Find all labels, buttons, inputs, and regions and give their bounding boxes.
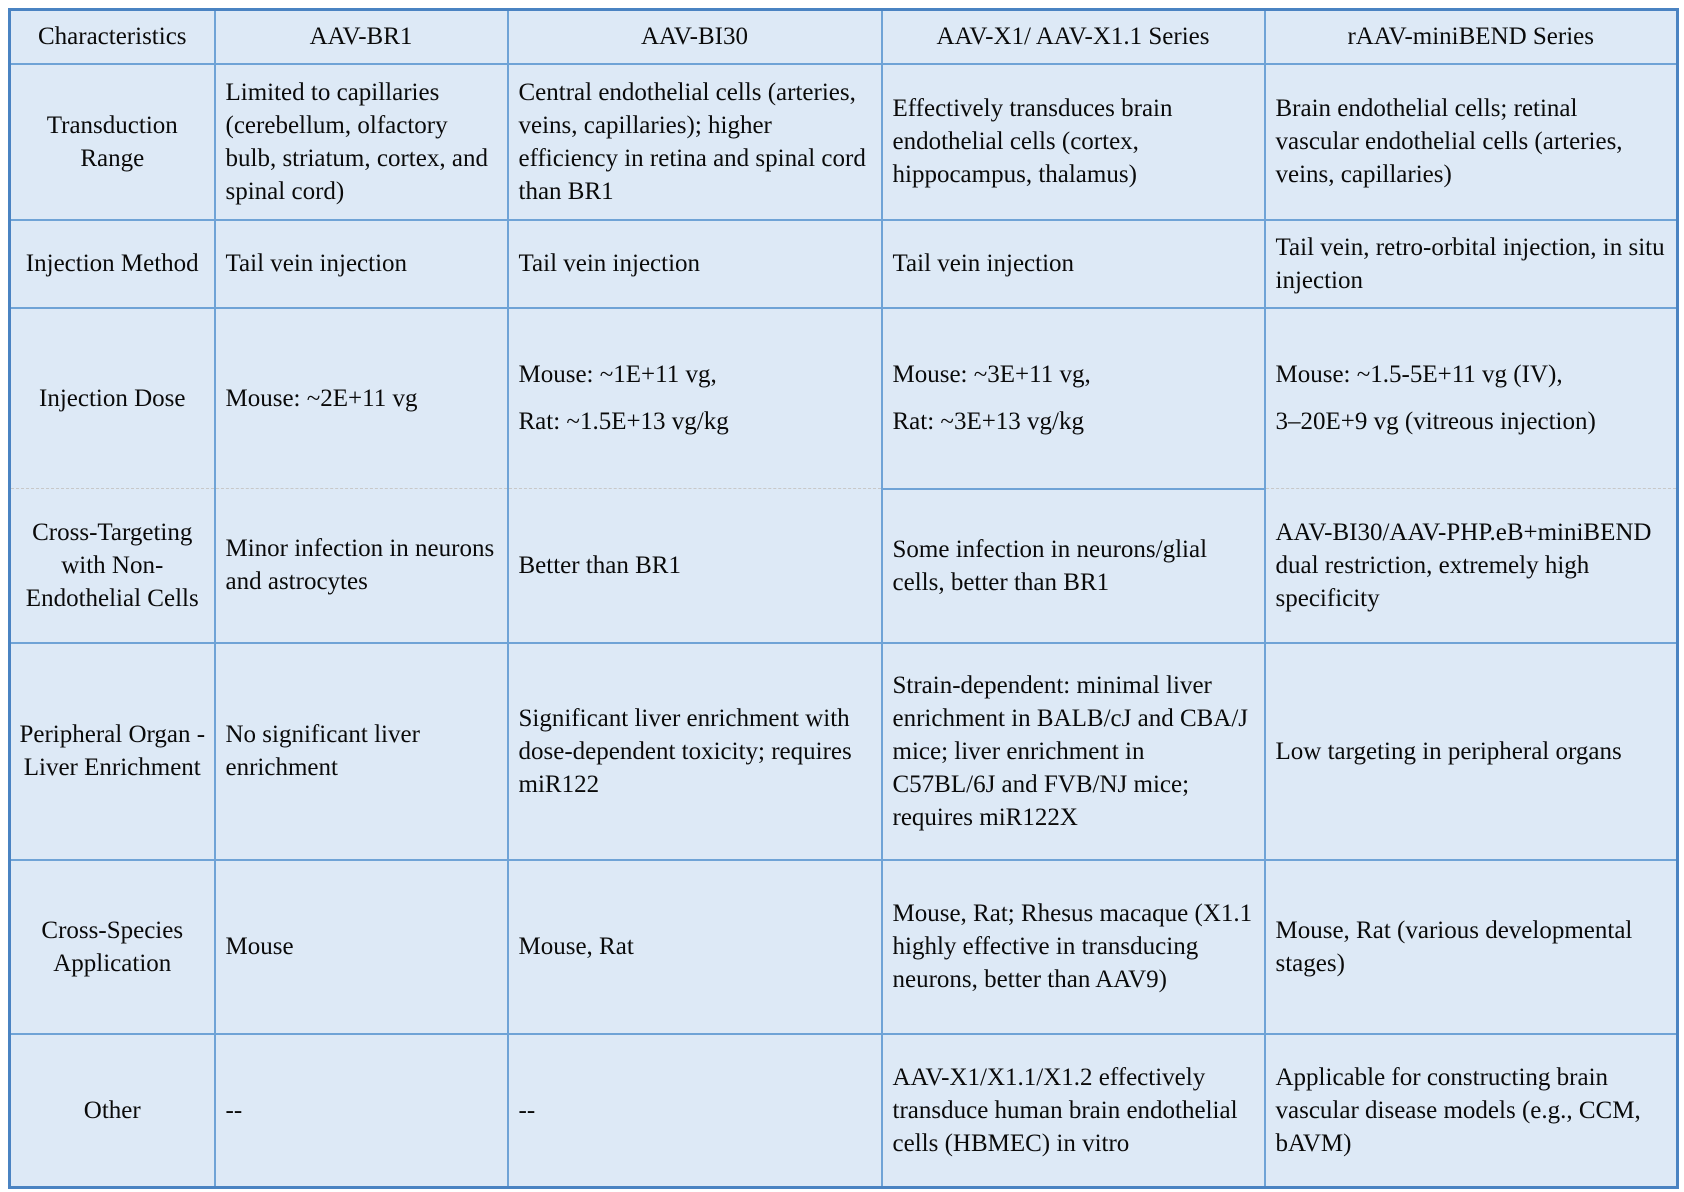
cell-paragraph: Mouse: ~1E+11 vg,: [518, 361, 717, 389]
cell-paragraph: Applicable for constructing brain vascular disease models (e.g., CCM, bAVM): [1275, 1063, 1641, 1157]
cell-paragraph: Central endothelial cells (arteries, veins, capillaries); higher efficiency in retina and spinal cord than BR1: [518, 78, 866, 205]
table-cell: [508, 308, 882, 489]
table-cell: [882, 860, 1265, 1034]
table-cell: [215, 643, 508, 860]
cell-paragraph: Mouse, Rat: [518, 933, 634, 960]
cell-paragraph: Strain-dependent: minimal liver enrichment in BALB/cJ and CBA/J mice; liver enrichment in C57BL/6J and FVB/NJ mice; requires miR122X: [892, 671, 1249, 831]
table-cell: [508, 489, 882, 643]
row-label: Peripheral Organ - Liver Enrichment: [10, 643, 215, 860]
cell-paragraph: Tail vein injection: [518, 250, 701, 277]
cell-paragraph: Tail vein injection: [225, 250, 408, 277]
table-row: [10, 220, 1678, 308]
cell-paragraph: Mouse: ~2E+11 vg: [225, 384, 418, 412]
table-cell: [1265, 489, 1678, 643]
cell-paragraph: AAV-X1/X1.1/X1.2 effectively transduce human brain endothelial cells (HBMEC) in vitro: [892, 1063, 1238, 1157]
cell-paragraph: AAV-BI30/AAV-PHP.eB+miniBEND dual restriction, extremely high specificity: [1275, 518, 1652, 612]
table-cell: [215, 64, 508, 220]
row-label: Injection Method: [10, 220, 215, 308]
cell-paragraph: Low targeting in peripheral organs: [1275, 737, 1622, 765]
cell-paragraph: Better than BR1: [518, 551, 681, 579]
column-header: AAV-X1/ AAV-X1.1 Series: [882, 10, 1265, 64]
table-cell: [882, 220, 1265, 308]
table-cell: [882, 64, 1265, 220]
row-label: Cross-Species Application: [10, 860, 215, 1034]
cell-paragraph: --: [518, 1096, 536, 1124]
cell-paragraph: Mouse, Rat; Rhesus macaque (X1.1 highly effective in transducing neurons, better than AAV9): [892, 900, 1253, 993]
column-header: Characteristics: [10, 10, 215, 64]
table-row: [10, 1034, 1678, 1188]
table-row: [10, 308, 1678, 489]
column-header: AAV-BI30: [508, 10, 882, 64]
table-row: [10, 64, 1678, 220]
row-label: Transduction Range: [10, 64, 215, 220]
cell-paragraph: Mouse, Rat (various developmental stages): [1275, 916, 1633, 977]
cell-paragraph: Some infection in neurons/glial cells, better than BR1: [892, 535, 1208, 596]
cell-paragraph: Significant liver enrichment with dose-dependent toxicity; requires miR122: [518, 704, 852, 798]
cell-paragraph: Minor infection in neurons and astrocytes: [225, 535, 495, 596]
aav-comparison-table: [8, 8, 1679, 1189]
cell-paragraph: No significant liver enrichment: [225, 721, 420, 781]
table-cell: [215, 308, 508, 489]
table-cell: [1265, 308, 1678, 489]
table-cell: [508, 643, 882, 860]
cell-paragraph: Limited to capillaries (cerebellum, olfactory bulb, striatum, cortex, and spinal cord): [225, 78, 488, 205]
row-label: Other: [10, 1034, 215, 1188]
cell-paragraph: --: [225, 1096, 243, 1124]
table-row: [10, 489, 1678, 643]
table-cell: [215, 1034, 508, 1188]
table-cell: [508, 860, 882, 1034]
table-cell: [1265, 220, 1678, 308]
cell-paragraph: Mouse: ~1.5-5E+11 vg (IV),: [1275, 361, 1563, 389]
table-cell: [1265, 643, 1678, 860]
cell-paragraph: Brain endothelial cells; retinal vascular endothelial cells (arteries, veins, capillaries): [1275, 95, 1623, 188]
table-cell: [215, 860, 508, 1034]
cell-paragraph: Mouse: ~3E+11 vg,: [892, 361, 1091, 388]
header-row: [10, 10, 1678, 64]
table-row: [10, 643, 1678, 860]
column-header: AAV-BR1: [215, 10, 508, 64]
table-cell: [882, 489, 1265, 643]
table-row: [10, 860, 1678, 1034]
table-cell: [215, 220, 508, 308]
row-label: Cross-Targeting with Non-Endothelial Cells: [10, 489, 215, 643]
table-cell: [882, 308, 1265, 489]
table-cell: [508, 64, 882, 220]
cell-paragraph: Rat: ~1.5E+13 vg/kg: [518, 408, 729, 436]
table-cell: [1265, 1034, 1678, 1188]
table-cell: [1265, 860, 1678, 1034]
table-cell: [215, 489, 508, 643]
cell-paragraph: Tail vein injection: [892, 250, 1075, 277]
cell-paragraph: Mouse: [225, 933, 294, 960]
table-body: [10, 64, 1678, 1188]
table-cell: [882, 643, 1265, 860]
cell-paragraph: 3–20E+9 vg (vitreous injection): [1275, 408, 1596, 436]
cell-paragraph: Effectively transduces brain endothelial cells (cortex, hippocampus, thalamus): [892, 95, 1173, 188]
table-cell: [1265, 64, 1678, 220]
row-label: Injection Dose: [10, 308, 215, 489]
cell-paragraph: Tail vein, retro-orbital injection, in situ injection: [1275, 233, 1665, 294]
cell-paragraph: Rat: ~3E+13 vg/kg: [892, 408, 1085, 435]
table-cell: [882, 1034, 1265, 1188]
table-cell: [508, 220, 882, 308]
table-cell: [508, 1034, 882, 1188]
column-header: rAAV-miniBEND Series: [1265, 10, 1678, 64]
